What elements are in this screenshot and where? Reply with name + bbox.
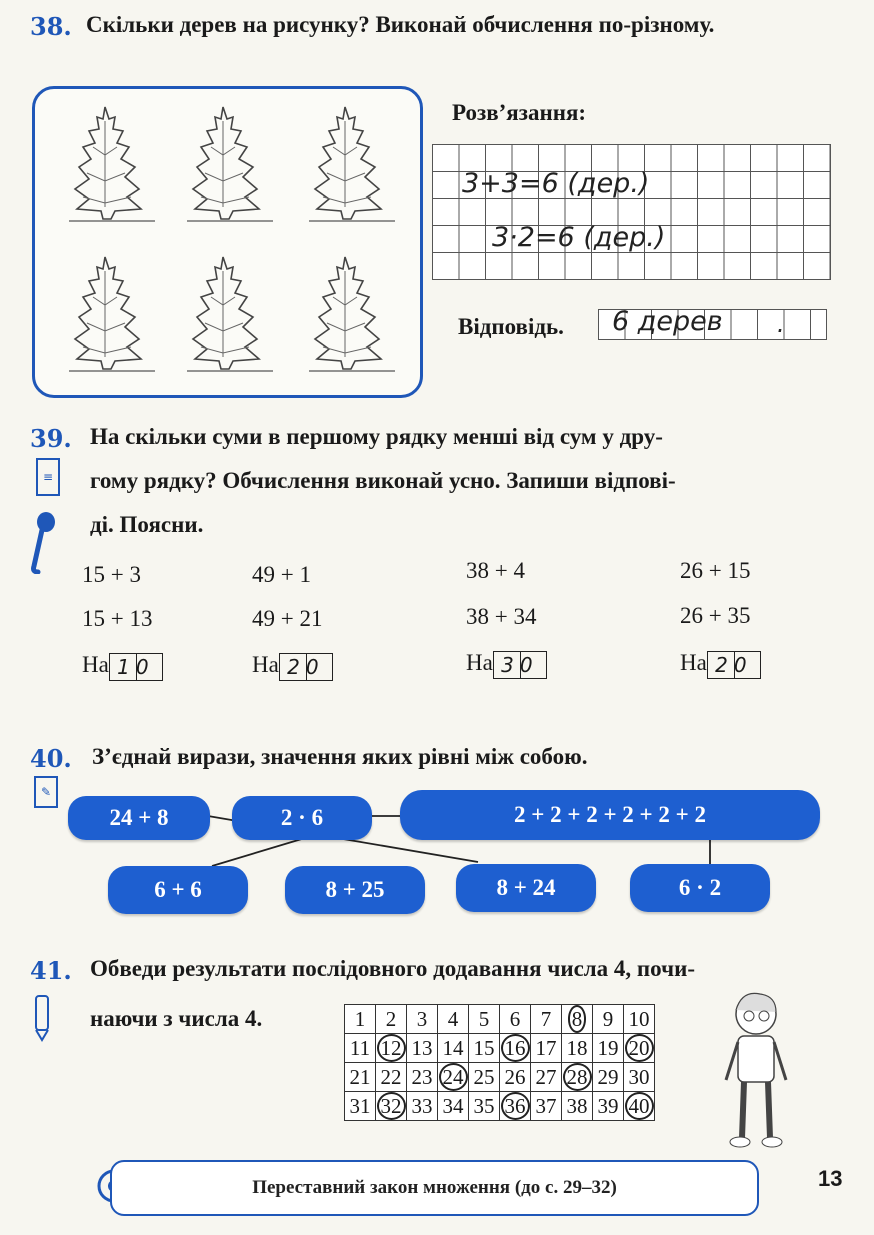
pill-top-1[interactable]: 24 + 8 xyxy=(68,796,210,840)
number-cell-value: 8 xyxy=(568,1005,587,1033)
number-cell[interactable] xyxy=(531,1005,562,1034)
number-cell-value: 21 xyxy=(349,1064,371,1089)
tree-icon xyxy=(187,257,273,371)
number-cell-value: 29 xyxy=(597,1064,619,1089)
trees-picture xyxy=(32,86,423,398)
table-row xyxy=(345,1034,655,1063)
tree-icon xyxy=(187,107,273,221)
answer-row-4: На 20 xyxy=(680,650,761,679)
number-cell-value: 15 xyxy=(473,1035,495,1060)
pill-bottom-4[interactable]: 6 · 2 xyxy=(630,864,770,912)
number-cell[interactable] xyxy=(593,1063,624,1092)
number-cell[interactable] xyxy=(531,1063,562,1092)
tree-icon xyxy=(69,257,155,371)
number-cell[interactable] xyxy=(593,1092,624,1121)
number-table-wrap xyxy=(344,1004,655,1121)
answer-row-1: На 10 xyxy=(82,652,163,681)
solution-line-2: 3·2=6 (дер.) xyxy=(492,222,666,253)
number-cell-value: 33 xyxy=(411,1093,433,1118)
number-cell[interactable] xyxy=(376,1092,407,1121)
footer-text: Переставний закон множення (до с. 29–32) xyxy=(252,1177,617,1198)
number-cell[interactable] xyxy=(345,1063,376,1092)
number-cell-value: 7 xyxy=(540,1006,552,1031)
number-cell-value: 6 xyxy=(509,1006,521,1031)
number-cell[interactable] xyxy=(562,1034,593,1063)
number-cell[interactable] xyxy=(376,1034,407,1063)
tree-icon xyxy=(69,107,155,221)
task-38-number: 38. xyxy=(30,12,72,41)
number-cell[interactable] xyxy=(624,1063,655,1092)
number-cell[interactable] xyxy=(562,1005,593,1034)
number-cell-value: 37 xyxy=(535,1093,557,1118)
table-row xyxy=(345,1005,655,1034)
pill-top-2[interactable]: 2 · 6 xyxy=(232,796,372,840)
number-cell[interactable] xyxy=(562,1092,593,1121)
task-41-number: 41. xyxy=(30,956,72,985)
task-39-line1: На скільки суми в першому рядку менші від сум у дру- xyxy=(90,424,663,449)
expr-2-row2: 49 + 21 xyxy=(252,606,323,631)
number-cell-value: 14 xyxy=(442,1035,464,1060)
number-cell-value: 1 xyxy=(354,1006,366,1031)
task-38-text: Скільки дерев на рисунку? Виконай обчислення по-різному. xyxy=(86,12,715,37)
expr-1-row1: 15 + 3 xyxy=(82,562,141,587)
number-cell[interactable] xyxy=(531,1034,562,1063)
number-cell[interactable] xyxy=(469,1034,500,1063)
expr-3-row2: 38 + 34 xyxy=(466,604,537,629)
number-cell-value: 19 xyxy=(597,1035,619,1060)
number-cell-value: 12 xyxy=(377,1034,406,1062)
number-cell[interactable] xyxy=(345,1034,376,1063)
number-cell[interactable] xyxy=(407,1063,438,1092)
answer-box: 30 xyxy=(493,651,547,679)
task-40-number: 40. xyxy=(30,744,72,773)
number-cell-value: 38 xyxy=(566,1093,588,1118)
table-row xyxy=(345,1063,655,1092)
pill-bottom-3[interactable]: 8 + 24 xyxy=(456,864,596,912)
number-cell-value: 28 xyxy=(563,1063,592,1091)
number-cell-value: 30 xyxy=(628,1064,650,1089)
number-cell[interactable] xyxy=(345,1005,376,1034)
number-cell[interactable] xyxy=(469,1063,500,1092)
answer-row-3: На 30 xyxy=(466,650,547,679)
number-cell-value: 5 xyxy=(478,1006,490,1031)
number-cell-value: 31 xyxy=(349,1093,371,1118)
number-cell-value: 16 xyxy=(501,1034,530,1062)
number-cell-value: 10 xyxy=(628,1006,650,1031)
tree-icon xyxy=(309,107,395,221)
footer-bar xyxy=(110,1160,759,1216)
answer-box: 10 xyxy=(109,653,163,681)
number-cell[interactable] xyxy=(593,1005,624,1034)
number-cell-value: 39 xyxy=(597,1093,619,1118)
expr-4-row2: 26 + 35 xyxy=(680,603,751,628)
number-cell[interactable] xyxy=(345,1092,376,1121)
pencil-box-icon: ✎ xyxy=(34,776,58,808)
answer-box: 20 xyxy=(707,651,761,679)
number-cell-value: 13 xyxy=(411,1035,433,1060)
number-cell[interactable] xyxy=(407,1092,438,1121)
number-cell-value: 35 xyxy=(473,1093,495,1118)
answer-dot: . xyxy=(777,310,785,338)
number-cell[interactable] xyxy=(500,1034,531,1063)
number-cell-value: 22 xyxy=(380,1064,402,1089)
notebook-icon: ≡ xyxy=(36,458,60,496)
answer-label: Відповідь. xyxy=(458,314,564,339)
pencil-icon xyxy=(32,994,52,1046)
number-cell[interactable] xyxy=(500,1092,531,1121)
expr-1-row2: 15 + 13 xyxy=(82,606,153,631)
number-cell[interactable] xyxy=(469,1005,500,1034)
solution-label: Розв’язання: xyxy=(452,100,587,125)
number-table xyxy=(344,1004,655,1121)
answer-row-2: На 20 xyxy=(252,652,333,681)
number-cell-value: 24 xyxy=(439,1063,468,1091)
solution-grid xyxy=(432,144,831,280)
number-cell[interactable] xyxy=(438,1005,469,1034)
expr-2-row1: 49 + 1 xyxy=(252,562,311,587)
number-cell[interactable] xyxy=(531,1092,562,1121)
number-cell[interactable] xyxy=(500,1063,531,1092)
task-41-line1: Обведи результати послідовного додавання числа 4, почи- xyxy=(90,956,695,981)
solution-line-1: 3+3=6 (дер.) xyxy=(462,168,650,199)
number-cell[interactable] xyxy=(562,1063,593,1092)
number-cell-value: 4 xyxy=(447,1006,459,1031)
number-cell[interactable] xyxy=(469,1092,500,1121)
task-39-line2: гому рядку? Обчислення виконай усно. Запиши відпові- xyxy=(90,468,676,493)
tree-icon xyxy=(309,257,395,371)
number-cell-value: 32 xyxy=(377,1092,406,1120)
answer-box: 20 xyxy=(279,653,333,681)
number-cell-value: 17 xyxy=(535,1035,557,1060)
number-cell-value: 11 xyxy=(349,1035,371,1060)
pill-top-3[interactable]: 2 + 2 + 2 + 2 + 2 + 2 xyxy=(400,790,820,840)
number-cell-value: 18 xyxy=(566,1035,588,1060)
number-cell[interactable] xyxy=(500,1005,531,1034)
number-cell[interactable] xyxy=(624,1092,655,1121)
expr-3-row1: 38 + 4 xyxy=(466,558,525,583)
task-39-number: 39. xyxy=(30,424,72,453)
number-cell-value: 9 xyxy=(602,1006,614,1031)
number-cell-value: 34 xyxy=(442,1093,464,1118)
page-number: 13 xyxy=(818,1166,843,1191)
number-cell-value: 23 xyxy=(411,1064,433,1089)
number-cell[interactable] xyxy=(376,1005,407,1034)
pill-bottom-2[interactable]: 8 + 25 xyxy=(285,866,425,914)
number-cell[interactable] xyxy=(407,1005,438,1034)
task-39-line3: ді. Поясни. xyxy=(90,512,204,537)
number-cell-value: 2 xyxy=(385,1006,397,1031)
number-cell[interactable] xyxy=(593,1034,624,1063)
boy-illustration xyxy=(716,988,796,1157)
number-cell-value: 25 xyxy=(473,1064,495,1089)
number-cell-value: 26 xyxy=(504,1064,526,1089)
number-cell[interactable] xyxy=(407,1034,438,1063)
answer-value: 6 дерев xyxy=(612,306,723,337)
number-cell-value: 40 xyxy=(625,1092,654,1120)
number-cell-value: 3 xyxy=(416,1006,428,1031)
table-row xyxy=(345,1092,655,1121)
number-cell[interactable] xyxy=(624,1034,655,1063)
number-cell-value: 20 xyxy=(625,1034,654,1062)
task-40-text: З’єднай вирази, значення яких рівні між собою. xyxy=(92,744,588,769)
pill-bottom-1[interactable]: 6 + 6 xyxy=(108,866,248,914)
number-cell[interactable] xyxy=(438,1092,469,1121)
number-cell[interactable] xyxy=(624,1005,655,1034)
trees-drawing xyxy=(35,89,420,395)
task-41-line2: наючи з числа 4. xyxy=(90,1006,263,1031)
number-cell[interactable] xyxy=(376,1063,407,1092)
microphone-icon xyxy=(30,510,58,578)
number-cell[interactable] xyxy=(438,1034,469,1063)
number-cell[interactable] xyxy=(438,1063,469,1092)
number-cell-value: 27 xyxy=(535,1064,557,1089)
expr-4-row1: 26 + 15 xyxy=(680,558,751,583)
number-cell-value: 36 xyxy=(501,1092,530,1120)
